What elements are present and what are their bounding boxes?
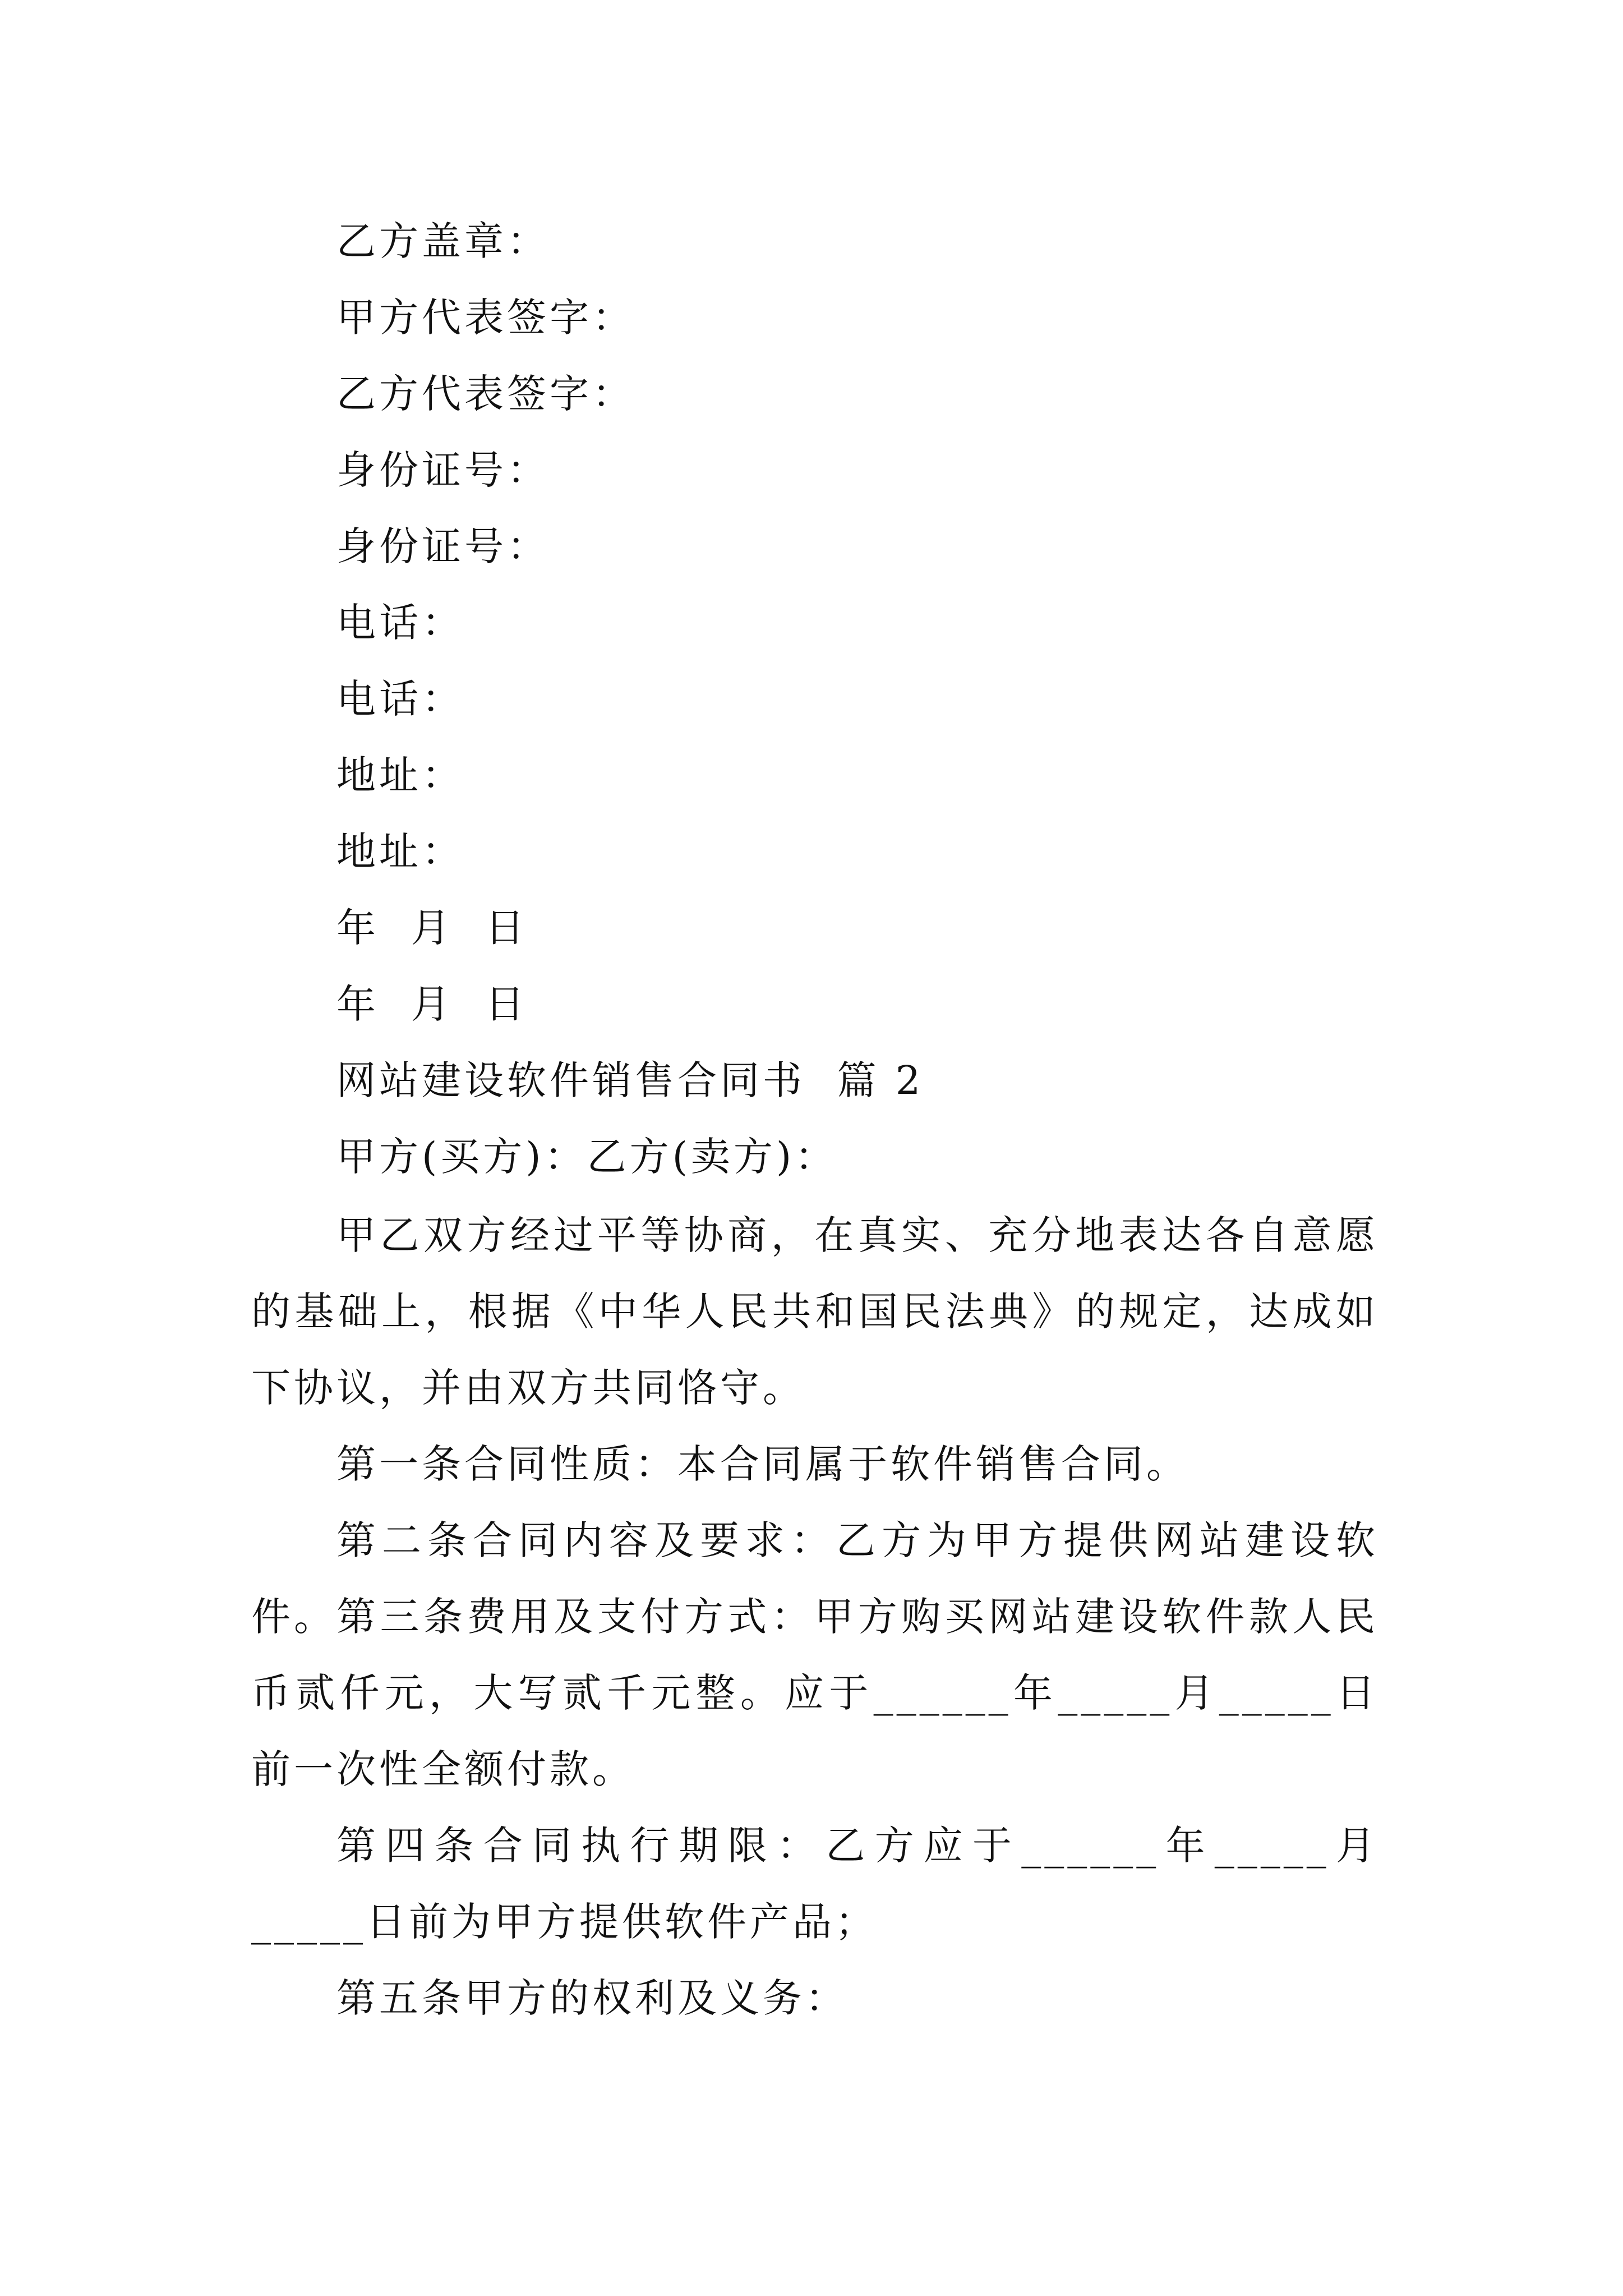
id-number-label-b: 身份证号： [336, 523, 550, 569]
party-b-seal-label: 乙方盖章： [336, 218, 550, 264]
party-b-rep-signature-label: 乙方代表签字： [336, 371, 635, 417]
contract-title: 网站建设软件销售合同书 篇 2 [336, 1057, 924, 1103]
date-line-b: 年 月 日 [336, 981, 528, 1027]
article-1: 第一条合同性质：本合同属于软件销售合同。 [336, 1441, 1189, 1487]
contract-parties: 甲方(买方)：乙方(卖方)： [336, 1134, 838, 1180]
party-a-rep-signature-label: 甲方代表签字： [336, 295, 635, 341]
id-number-label-a: 身份证号： [336, 447, 550, 493]
article-2: 第二条合同内容及要求：乙方为甲方提供网站建设软件。 [251, 1517, 1378, 1640]
contract-preamble: 甲乙双方经过平等协商，在真实、充分地表达各自意愿的基础上，根据《中华人民共和国民法典》的规定，达成如下协议，并由双方共同恪守。 [251, 1212, 1378, 1411]
article-3: 第三条费用及支付方式：甲方购买网站建设软件款人民币贰仟元，大写贰千元整。应于______年_____月_____日前一次性全额付款。 [251, 1594, 1378, 1792]
address-label-b: 地址： [336, 829, 464, 875]
phone-label-b: 电话： [336, 676, 464, 722]
date-line-a: 年 月 日 [336, 905, 528, 951]
address-label-a: 地址： [336, 752, 464, 798]
phone-label-a: 电话： [336, 600, 464, 646]
article-4: 第四条合同执行期限：乙方应于______年_____月_____日前为甲方提供软件产品； [251, 1823, 1378, 1945]
article-5: 第五条甲方的权利及义务： [336, 1975, 848, 2021]
